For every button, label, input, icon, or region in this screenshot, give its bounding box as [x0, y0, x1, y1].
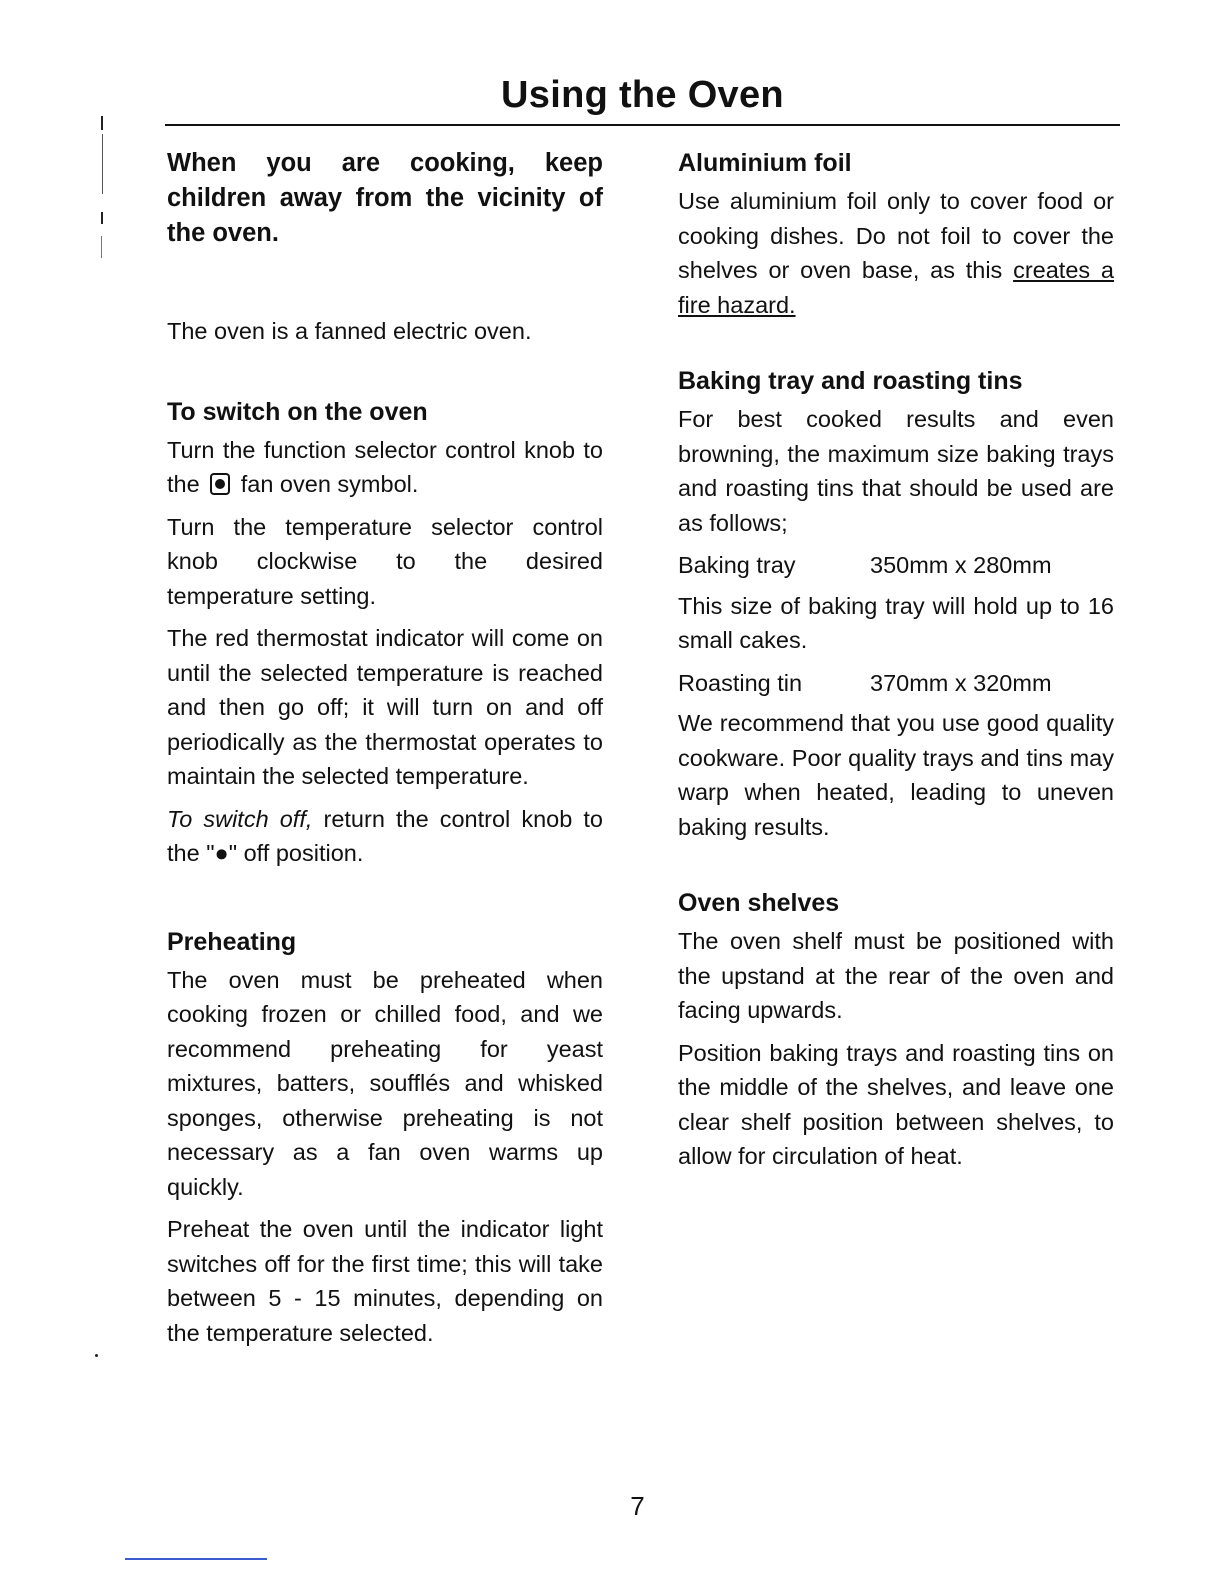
scan-margin-mark [101, 212, 103, 224]
baking-tray-label: Baking tray [678, 552, 796, 578]
roasting-tin-size: 370mm x 320mm [870, 669, 1052, 696]
safety-warning: When you are cooking, keep children away from the vicinity of the oven. [167, 149, 603, 247]
shelves-p1: The oven shelf must be positioned with the upstand at the rear of the oven and facing upwards. [678, 928, 1114, 1023]
baking-tray-size: 350mm x 280mm [870, 552, 1052, 578]
scan-margin-mark [101, 236, 102, 258]
fan-oven-icon [210, 473, 230, 495]
switch-on-p1-tail: fan oven symbol. [240, 471, 419, 497]
switch-on-p2: Turn the temperature selector control knob clockwise to the desired temperature setting. [167, 513, 603, 609]
preheating-p1: The oven must be preheated when cooking frozen or chilled food, and we recommend preheating for yeast mixtures, batters, soufflés and whisked sponges, otherwise preheating is not necessary as a fan oven warms up quickly. [167, 966, 603, 1200]
switch-on-heading: To switch on the oven [167, 397, 428, 426]
foil-text [678, 184, 1114, 322]
right-column [678, 146, 1114, 1182]
shelves-p2: Position baking trays and roasting tins on the middle of the shelves, and leave one clear shelf position between shelves, to allow for circulation of heat. [678, 1039, 1114, 1169]
trays-p3: We recommend that you use good quality cookware. Poor quality trays and tins may warp when heated, leading to uneven baking results. [678, 710, 1114, 840]
scan-margin-mark [101, 116, 103, 130]
intro-text: The oven is a fanned electric oven. [167, 318, 532, 344]
title-rule [165, 124, 1120, 126]
roasting-tin-row [678, 666, 1114, 701]
trays-heading: Baking tray and roasting tins [678, 367, 1023, 395]
switch-off-rest: return the control knob to the "●" off position. [167, 805, 604, 866]
baking-tray-row [678, 548, 1114, 583]
shelves-heading: Oven shelves [678, 889, 840, 917]
page-number: 7 [630, 1491, 645, 1521]
switch-on-p1 [167, 433, 603, 502]
switch-on-p1-text: Turn the function selector control knob to the [167, 436, 603, 497]
foil-heading: Aluminium foil [678, 149, 852, 177]
switch-off-text [167, 802, 603, 871]
switch-off-label: To switch off, [167, 805, 313, 832]
fire-hazard-text: creates a fire hazard. [678, 257, 1114, 318]
scan-margin-mark [102, 134, 103, 194]
switch-on-p3: The red thermostat indicator will come on until the selected temperature is reached and then go off; it will turn on and off periodically as the thermostat operates to maintain the selected temperature. [167, 625, 603, 789]
roasting-tin-label: Roasting tin [678, 669, 803, 696]
left-column [167, 146, 603, 1358]
foil-p1: Use aluminium foil only to cover food or cooking dishes. Do not foil to cover the shelves or oven base, as this [678, 188, 1114, 283]
trays-p1: For best cooked results and even browning, the maximum size baking trays and roasting tins that should be used are as follows; [678, 406, 1114, 536]
scan-bottom-line [125, 1558, 267, 1560]
page-title: Using the Oven [501, 74, 784, 116]
scan-margin-mark [95, 1354, 98, 1357]
preheating-heading: Preheating [167, 927, 297, 956]
trays-p2: This size of baking tray will hold up to 16 small cakes. [678, 592, 1114, 653]
preheating-p2: Preheat the oven until the indicator light switches off for the first time; this will take between 5 - 15 minutes, depending on the temperature selected. [167, 1216, 603, 1346]
